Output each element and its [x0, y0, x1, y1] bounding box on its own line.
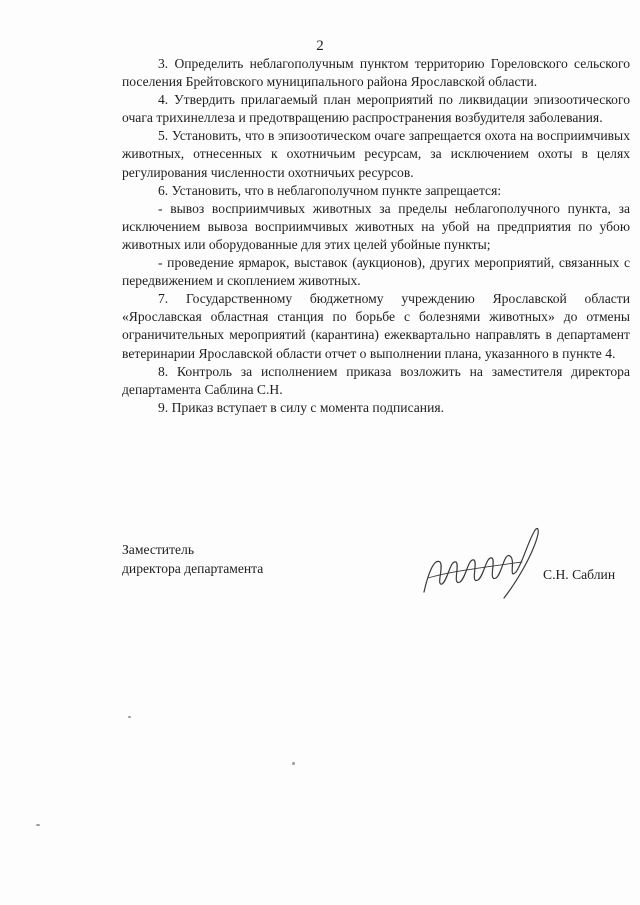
scan-speck: [128, 716, 131, 718]
signer-title-line-1: Заместитель: [122, 542, 195, 557]
paragraph-8: 8. Контроль за исполнением приказа возложить на заместителя директора департамента Саблина С.Н.: [122, 363, 630, 397]
scan-speck: [292, 762, 295, 765]
page-number: 2: [316, 38, 324, 54]
paragraph-5: 5. Установить, что в эпизоотическом очаге запрещается охота на восприимчивых животных, отнесенных к охотничьим ресурсам, за исключением охоты в целях регулирования численности охотничьих ресурсов.: [122, 128, 630, 180]
handwritten-signature: [418, 522, 548, 602]
paragraph-6-item-1: - вывоз восприимчивых животных за пределы неблагополучного пункта, за исключением вывоза восприимчивых животных на убой на предприятия по убою животных или оборудованные для этих целей убойные пункты;: [122, 200, 630, 252]
paragraph-6-item-2: - проведение ярмарок, выставок (аукционов), других мероприятий, связанных с передвижением и скоплением животных.: [122, 255, 630, 289]
paragraph-4: 4. Утвердить прилагаемый план мероприятий по ликвидации эпизоотического очага трихинеллеза и предотвращению распространения возбудителя заболевания.: [122, 92, 630, 126]
paragraph-3: 3. Определить неблагополучным пунктом территорию Гореловского сельского поселения Брейтовского муниципального района Ярославской области.: [122, 56, 630, 90]
scan-speck: [36, 824, 40, 826]
signer-title: [122, 540, 263, 578]
signer-name: С.Н. Саблин: [543, 567, 616, 582]
paragraph-6: 6. Установить, что в неблагополучном пункте запрещается:: [158, 182, 502, 198]
paragraph-7: 7. Государственному бюджетному учреждению Ярославской области «Ярославская областная станция по борьбе с болезнями животных» до отмены ограничительных мероприятий (карантина) ежеквартально направлять в департамент ветеринарии Ярославской области отчет о выполнении плана, указанного в пункте 4.: [122, 291, 630, 361]
paragraph-9: 9. Приказ вступает в силу с момента подписания.: [158, 399, 444, 415]
signer-title-line-2: директора департамента: [122, 561, 264, 576]
order-body: [122, 55, 630, 417]
